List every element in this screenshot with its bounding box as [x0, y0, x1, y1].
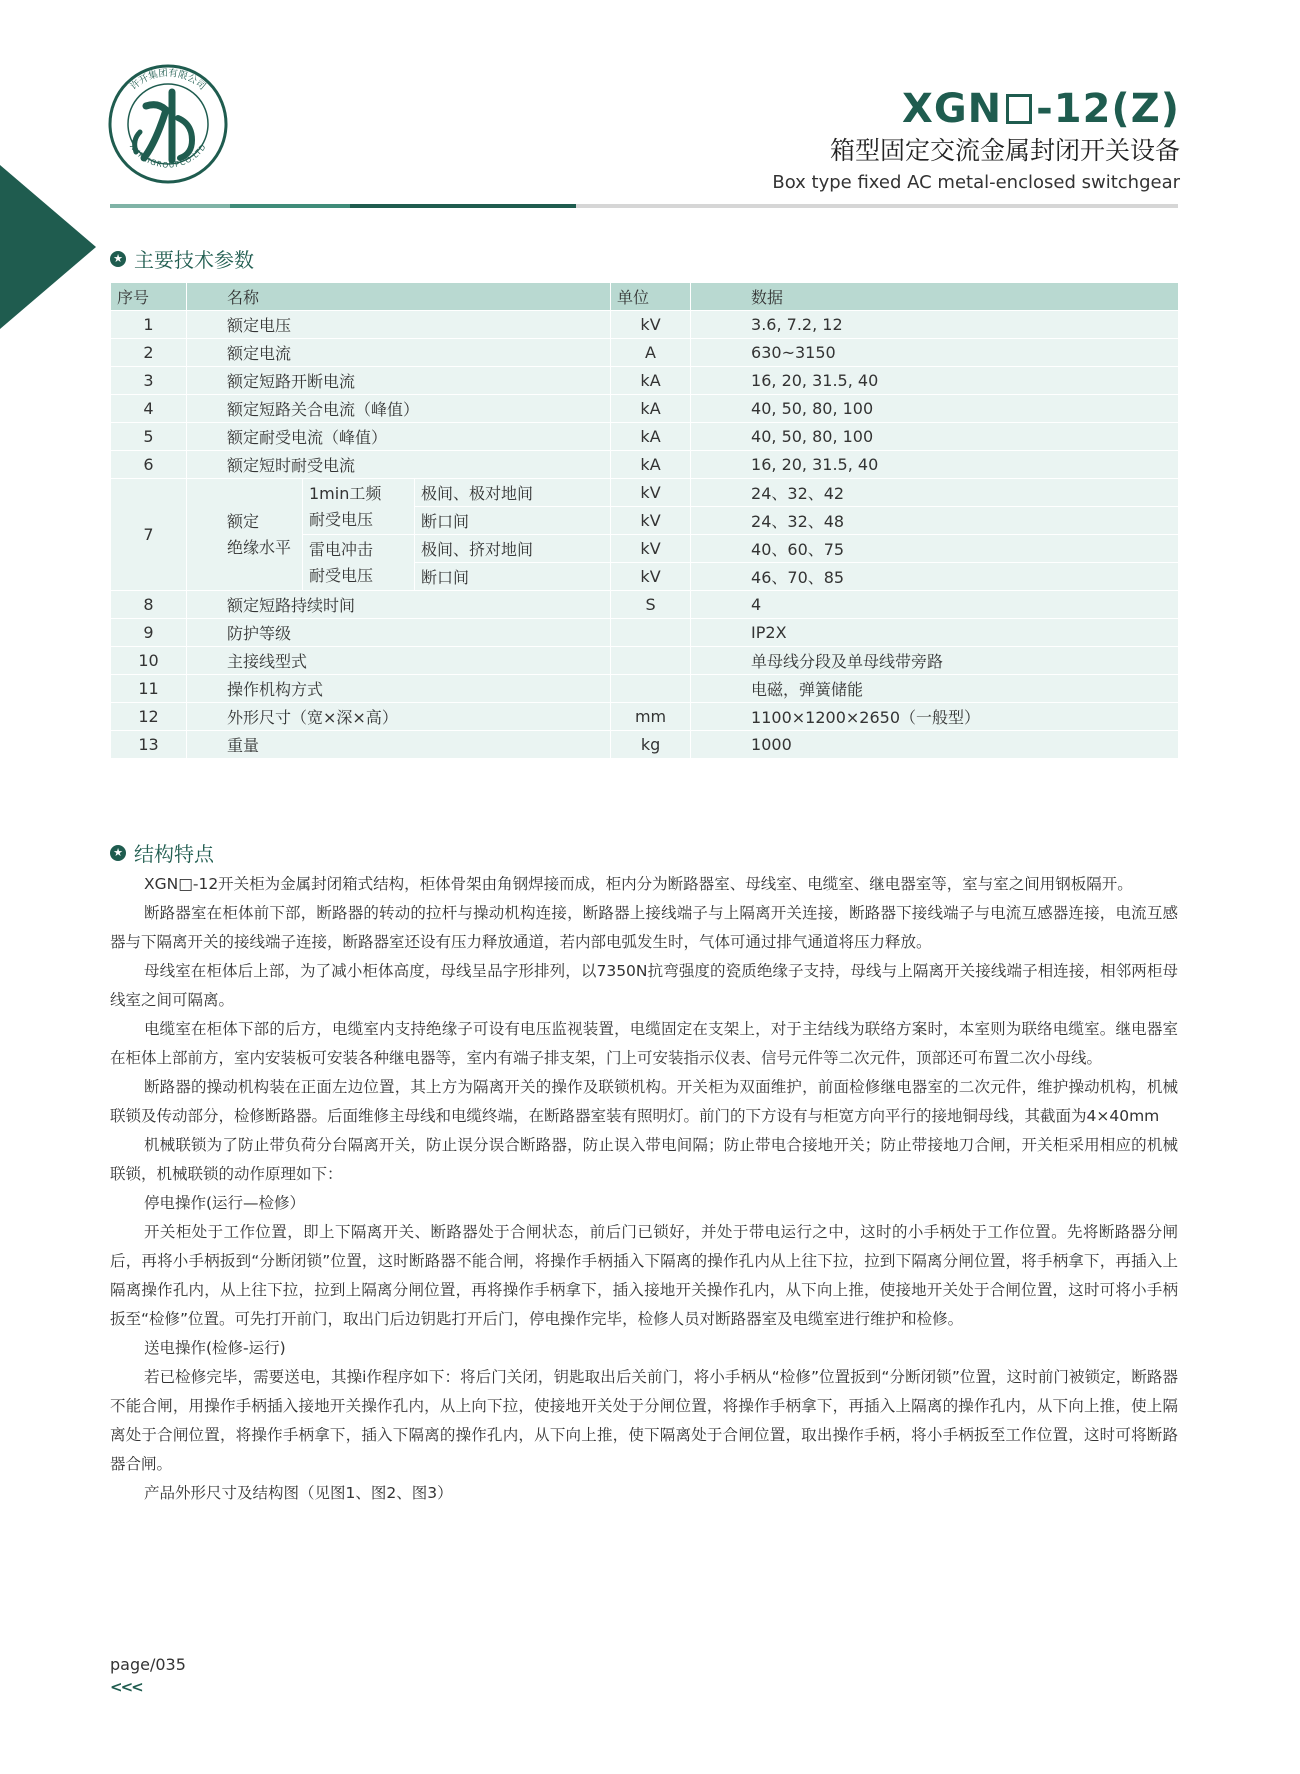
logo-ring-text-bottom: XUPAIGROUPCO.LTD [127, 142, 209, 170]
cell-unit: kV [611, 563, 691, 591]
structure-description [110, 870, 1178, 1508]
header-title-block [772, 86, 1180, 196]
table-row [111, 479, 1179, 507]
cell-sub: 极间、挤对地间 [415, 535, 611, 563]
cell-data: 40, 50, 80, 100 [691, 395, 1179, 423]
cell-unit: kA [611, 423, 691, 451]
cell-unit: S [611, 591, 691, 619]
cell-no: 2 [111, 339, 187, 367]
paragraph: XGN□-12开关柜为金属封闭箱式结构，柜体骨架由角钢焊接而成，柜内分为断路器室、母线室、电缆室、继电器室等，室与室之间用钢板隔开。 [144, 875, 1133, 893]
corner-decoration [0, 165, 96, 329]
power-frequency-line1: 1min工频 [309, 483, 382, 503]
header-divider [110, 204, 1178, 208]
logo-ring-text-top: 许开集团有限公司 [128, 67, 208, 93]
table-header-unit: 单位 [611, 283, 691, 311]
cell-unit: kg [611, 731, 691, 759]
cell-unit [611, 619, 691, 647]
cell-data: 40、60、75 [691, 535, 1179, 563]
section-title-params: 主要技术参数 [134, 248, 254, 272]
cell-data: 16, 20, 31.5, 40 [691, 367, 1179, 395]
table-header-row [111, 283, 1179, 311]
cell-unit [611, 675, 691, 703]
table-row [111, 647, 1179, 675]
cell-data: 3.6, 7.2, 12 [691, 311, 1179, 339]
cell-no: 6 [111, 451, 187, 479]
cell-unit [611, 647, 691, 675]
cell-unit: kV [611, 535, 691, 563]
cell-sub: 极间、极对地间 [415, 479, 611, 507]
table-row [111, 731, 1179, 759]
cell-no: 11 [111, 675, 187, 703]
paragraph: 开关柜处于工作位置，即上下隔离开关、断路器处于合闸状态，前后门已锁好，并处于带电运行之中，这时的小手柄处于工作位置。先将断路器分闸后，再将小手柄扳到“分断闭锁”位置，这时断路器不能合闸，将操作手柄插入下隔离的操作孔内从上往下拉，拉到下隔离分闸位置，将手柄拿下，再插入上隔离操作孔内，从上往下拉，拉到上隔离分闸位置，再将操作手柄拿下，插入接地开关操作孔内，从下向上推，使接地开关处于合闸位置，这时可将小手柄扳至“检修”位置。可先打开前门，取出门后边钥匙打开后门，停电操作完毕，检修人员对断路器室及电缆室进行维护和检修。 [110, 1223, 1178, 1328]
cell-name: 额定电压 [187, 311, 611, 339]
model-title [772, 86, 1180, 132]
cell-unit: kV [611, 479, 691, 507]
star-icon: ★ [110, 845, 126, 861]
table-row [111, 423, 1179, 451]
cell-unit: kV [611, 507, 691, 535]
cell-name: 重量 [187, 731, 611, 759]
cell-data: 24、32、42 [691, 479, 1179, 507]
power-frequency-line2: 耐受电压 [309, 509, 374, 529]
cell-no: 3 [111, 367, 187, 395]
lightning-impulse-line1: 雷电冲击 [309, 539, 374, 559]
cell-no: 4 [111, 395, 187, 423]
cell-name: 额定短路开断电流 [187, 367, 611, 395]
cell-no: 10 [111, 647, 187, 675]
cell-no: 13 [111, 731, 187, 759]
tech-params-table [110, 282, 1179, 759]
svg-text:许开集团有限公司 [128, 67, 208, 93]
cell-no: 1 [111, 311, 187, 339]
insulation-label-line1: 额定 [227, 511, 260, 531]
cell-name: 额定短路关合电流（峰值） [187, 395, 611, 423]
table-row [111, 339, 1179, 367]
cell-unit: mm [611, 703, 691, 731]
table-header-name: 名称 [187, 283, 611, 311]
cell-unit: A [611, 339, 691, 367]
cell-data: 40, 50, 80, 100 [691, 423, 1179, 451]
table-header-no: 序号 [111, 283, 187, 311]
paragraph: 母线室在柜体后上部，为了减小柜体高度，母线呈品字形排列，以7350N抗弯强度的瓷质绝缘子支持，母线与上隔离开关接线端子相连接，相邻两柜母线室之间可隔离。 [110, 962, 1178, 1009]
cell-data: 16, 20, 31.5, 40 [691, 451, 1179, 479]
paragraph: 断路器的操动机构装在正面左边位置，其上方为隔离开关的操作及联锁机构。开关柜为双面维护，前面检修继电器室的二次元件，维护操动机构，机械联锁及传动部分，检修断路器。后面维修主母线和电缆终端，在断路器室装有照明灯。前门的下方设有与柜宽方向平行的接地铜母线，其截面为4×40mm [110, 1078, 1178, 1125]
paragraph: 机械联锁为了防止带负荷分台隔离开关，防止误分误合断路器，防止误入带电间隔；防止带电合接地开关；防止带接地刀合闸，开关柜采用相应的机械联锁，机械联锁的动作原理如下： [110, 1136, 1178, 1183]
cell-lightning-impulse [303, 535, 415, 591]
cell-data: 4 [691, 591, 1179, 619]
cell-sub: 断口间 [415, 563, 611, 591]
section-heading-params [110, 244, 254, 273]
cell-unit: kA [611, 367, 691, 395]
cell-unit: kV [611, 311, 691, 339]
cell-name-insulation [187, 479, 303, 591]
cell-name: 外形尺寸（宽×深×高） [187, 703, 611, 731]
model-suffix: -12(Z) [1036, 86, 1180, 132]
table-row [111, 395, 1179, 423]
cell-unit: kA [611, 395, 691, 423]
cell-name: 额定短时耐受电流 [187, 451, 611, 479]
cell-no: 7 [111, 479, 187, 591]
table-row [111, 703, 1179, 731]
paragraph-subheading: 送电操作(检修-运行) [144, 1339, 286, 1357]
product-title-en: Box type fixed AC metal-enclosed switchgear [772, 172, 1180, 193]
section-title-structure: 结构特点 [134, 842, 214, 866]
cell-data: 630~3150 [691, 339, 1179, 367]
cell-data: 1000 [691, 731, 1179, 759]
star-icon: ★ [110, 251, 126, 267]
back-arrows-icon[interactable]: <<< [110, 1678, 142, 1696]
cell-no: 5 [111, 423, 187, 451]
cell-no: 9 [111, 619, 187, 647]
cell-power-frequency [303, 479, 415, 535]
cell-name: 额定耐受电流（峰值） [187, 423, 611, 451]
cell-name: 额定电流 [187, 339, 611, 367]
cell-data: 电磁，弹簧储能 [691, 675, 1179, 703]
table-row [111, 451, 1179, 479]
cell-sub: 断口间 [415, 507, 611, 535]
table-row [111, 675, 1179, 703]
cell-name: 额定短路持续时间 [187, 591, 611, 619]
cell-data: IP2X [691, 619, 1179, 647]
table-row [111, 311, 1179, 339]
cell-name: 防护等级 [187, 619, 611, 647]
insulation-label-line2: 绝缘水平 [227, 537, 292, 557]
lightning-impulse-line2: 耐受电压 [309, 565, 374, 585]
paragraph: 若已检修完毕，需要送电，其操i作程序如下：将后门关闭，钥匙取出后关前门，将小手柄从“检修”位置扳到“分断闭锁”位置，这时前门被锁定，断路器不能合闸，用操作手柄插入接地开关操作孔内，从上向下拉，使接地开关处于分闸位置，将操作手柄拿下，再插入上隔离的操作孔内，从下向上推，使上隔离处于合闸位置，将操作手柄拿下，插入下隔离的操作孔内，从下向上推，使下隔离处于合闸位置，取出操作手柄，将小手柄扳至工作位置，这时可将断路器合闸。 [110, 1368, 1178, 1473]
table-header-data: 数据 [691, 283, 1179, 311]
section-heading-structure [110, 838, 214, 867]
cell-data: 单母线分段及单母线带旁路 [691, 647, 1179, 675]
cell-name: 主接线型式 [187, 647, 611, 675]
cell-data: 24、32、48 [691, 507, 1179, 535]
cell-no: 8 [111, 591, 187, 619]
cell-name: 操作机构方式 [187, 675, 611, 703]
cell-unit: kA [611, 451, 691, 479]
model-prefix: XGN [902, 86, 1003, 132]
product-title-cn: 箱型固定交流金属封闭开关设备 [829, 136, 1180, 165]
cell-no: 12 [111, 703, 187, 731]
svg-text:XUPAIGROUPCO.LTD [128, 142, 208, 170]
table-row [111, 619, 1179, 647]
cell-data: 46、70、85 [691, 563, 1179, 591]
paragraph: 电缆室在柜体下部的后方，电缆室内支持绝缘子可设有电压监视装置，电缆固定在支架上，对于主结线为联络方案时，本室则为联络电缆室。继电器室在柜体上部前方，室内安装板可安装各种继电器等，室内有端子排支架，门上可安装指示仪表、信号元件等二次元件，顶部还可布置二次小母线。 [110, 1020, 1178, 1067]
table-row [111, 367, 1179, 395]
model-placeholder-box [1006, 94, 1032, 124]
paragraph: 断路器室在柜体前下部，断路器的转动的拉杆与操动机构连接，断路器上接线端子与上隔离开关连接，断路器下接线端子与电流互感器连接，电流互感器与下隔离开关的接线端子连接，断路器室还设有压力释放通道，若内部电弧发生时，气体可通过排气通道将压力释放。 [110, 904, 1178, 951]
cell-data: 1100×1200×2650（一般型） [691, 703, 1179, 731]
table-row [111, 591, 1179, 619]
paragraph: 产品外形尺寸及结构图（见图1、图2、图3） [144, 1484, 453, 1502]
company-logo [106, 62, 230, 186]
page-number: page/035 [110, 1655, 186, 1674]
paragraph-subheading: 停电操作(运行—检修） [144, 1194, 306, 1212]
